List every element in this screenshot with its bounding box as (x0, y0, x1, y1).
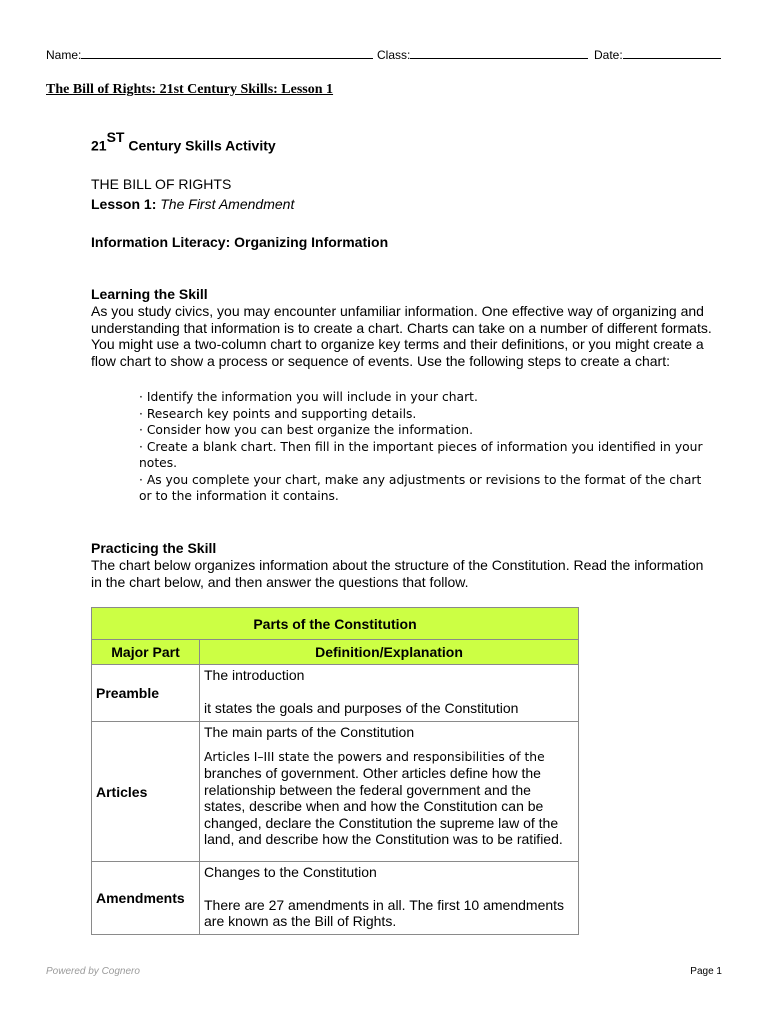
definition-line: branches of government. Other articles define how the relationship between the federal government and the states, describe when and how the Constitution can be changed, declare the Constitution the supreme law of the land, and describe how the Constitution was to be ratified. (204, 765, 563, 847)
definition-cell (200, 862, 579, 935)
definition-line: There are 27 amendments in all. The first 10 amendments are known as the Bill of Rights. (204, 896, 565, 929)
list-item: · Create a blank chart. Then fill in the important pieces of information you identified in your notes. (139, 439, 703, 470)
powered-by-footer: Powered by Cognero (46, 966, 140, 977)
learning-heading: Learning the Skill (91, 286, 208, 302)
definition-line: Articles I–III state the powers and responsibilities of the (204, 749, 545, 764)
name-field-row (46, 46, 373, 63)
definition-line: The introduction (204, 667, 305, 683)
definition-cell (200, 722, 579, 862)
list-item: · Identify the information you will include in your chart. (139, 390, 478, 404)
name-label: Name: (46, 48, 82, 62)
practicing-heading: Practicing the Skill (91, 540, 217, 556)
name-blank[interactable] (81, 46, 373, 59)
definition-line: it states the goals and purposes of the Constitution (204, 699, 519, 716)
learning-paragraph: As you study civics, you may encounter unfamiliar information. One effective way of organizing and understanding that information is to create a chart. Charts can take on a number of different formats. You might use a two-column chart to organize key terms and their definitions, or you might create a flow chart to show a process or sequence of events. Use the following steps to create a chart: (91, 303, 712, 369)
list-item: · As you complete your chart, make any adjustments or revisions to the format of the chart or to the information it contains. (139, 472, 702, 503)
part-cell: Preamble (92, 665, 200, 722)
list-item: · Research key points and supporting details. (139, 406, 417, 421)
table-row (92, 862, 579, 935)
date-blank[interactable] (623, 46, 721, 59)
practicing-paragraph: The chart below organizes information about the structure of the Constitution. Read the information in the chart below, and then answer the questions that follow. (91, 557, 704, 590)
constitution-table (91, 607, 579, 935)
activity-heading (91, 129, 276, 154)
class-label: Class: (377, 48, 411, 62)
lesson-line (91, 196, 294, 212)
lesson-label: Lesson 1: (91, 196, 157, 212)
part-cell: Amendments (92, 862, 200, 935)
part-cell: Articles (92, 722, 200, 862)
definition-cell (200, 665, 579, 722)
unit-title: THE BILL OF RIGHTS (91, 176, 232, 192)
date-field-row (594, 46, 721, 63)
lesson-name: The First Amendment (160, 196, 295, 212)
doc-title: The Bill of Rights: 21st Century Skills: Lesson 1 (46, 82, 334, 97)
column-header-definition: Definition/Explanation (200, 640, 579, 665)
table-row (92, 722, 579, 862)
column-header-part: Major Part (92, 640, 200, 665)
date-label: Date: (594, 48, 623, 62)
definition-line: The main parts of the Constitution (204, 724, 415, 740)
activity-superscript: ST (106, 129, 125, 145)
list-item: · Consider how you can best organize the information. (139, 423, 473, 437)
activity-label: Century Skills Activity (128, 137, 276, 154)
section-title: Information Literacy: Organizing Information (91, 234, 389, 250)
page-number: Page 1 (690, 966, 722, 977)
activity-number: 21 (91, 137, 107, 154)
definition-line: Changes to the Constitution (204, 864, 377, 880)
table-row (92, 665, 579, 722)
class-field-row (377, 46, 588, 63)
steps-list (139, 389, 714, 505)
class-blank[interactable] (410, 46, 588, 59)
table-title: Parts of the Constitution (92, 608, 579, 640)
